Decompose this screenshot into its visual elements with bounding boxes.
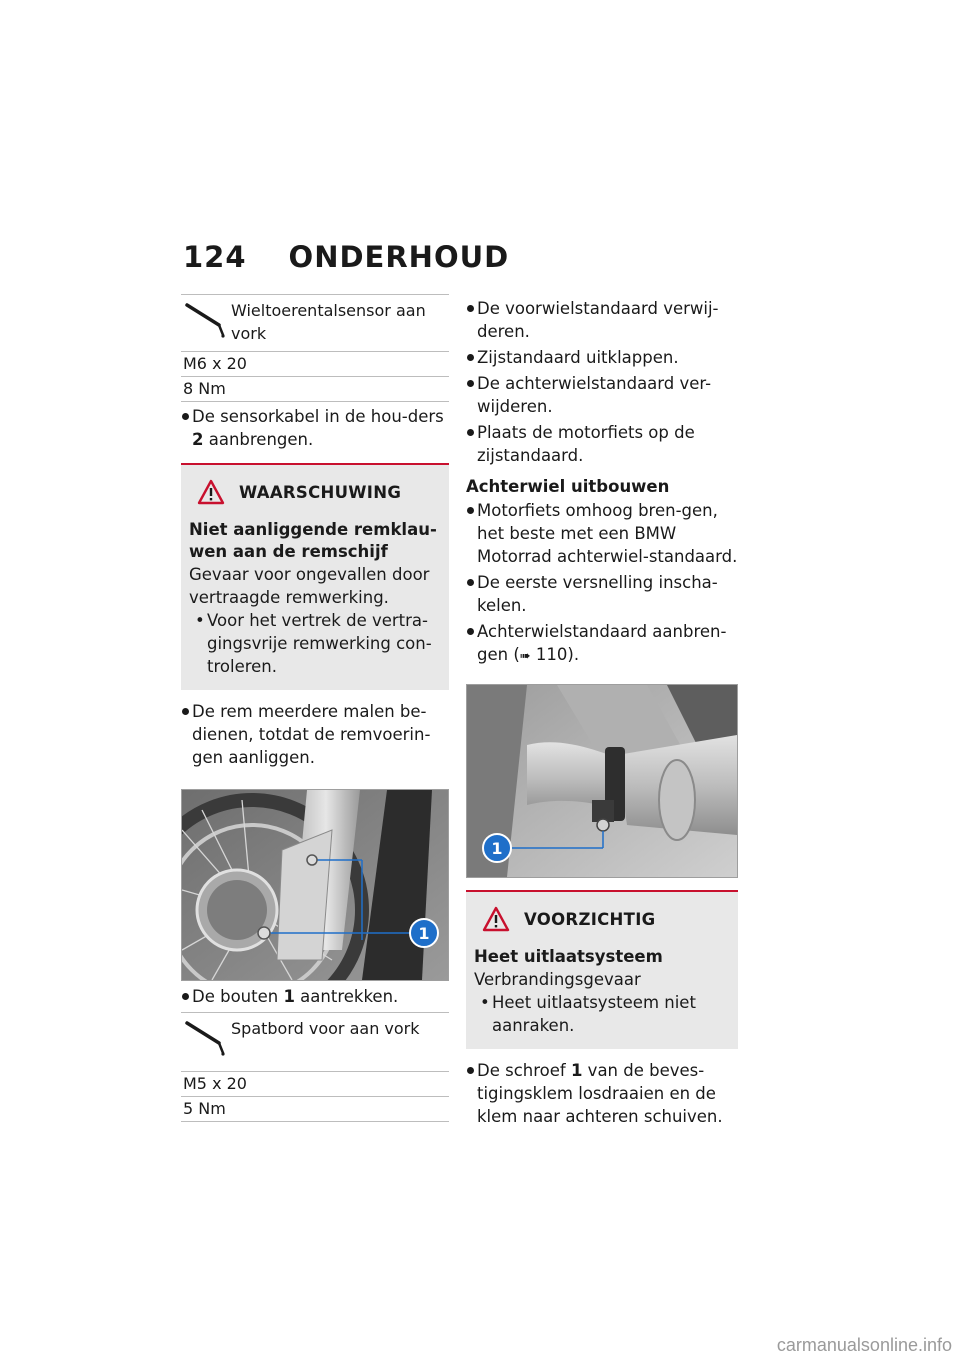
bullet-icon	[466, 421, 477, 467]
list-item	[466, 1059, 738, 1128]
left-column	[181, 294, 449, 1122]
step-text: De eerste versnelling inscha-kelen.	[477, 573, 718, 615]
page-header	[183, 240, 509, 274]
section-heading: Achterwiel uitbouwen	[466, 477, 670, 496]
caution-title: Heet uitlaatsysteem	[474, 947, 663, 966]
torque-table-head	[181, 1013, 449, 1072]
torque-table-head	[181, 295, 449, 352]
step-text: van de beves-tigingsklem losdraaien en de klem naar achteren schuiven.	[477, 1061, 723, 1126]
photo-callout-number: 1	[491, 839, 503, 858]
photo-callout-number: 1	[418, 924, 430, 943]
caution-action	[474, 991, 730, 1037]
list-item	[466, 297, 738, 343]
fork-illustration	[182, 790, 448, 980]
step-text: Zijstandaard uitklappen.	[477, 348, 679, 367]
step-text: Achterwielstandaard aanbren-gen (	[477, 622, 727, 664]
list-item	[466, 571, 738, 617]
warning-label: WAARSCHUWING	[239, 482, 402, 502]
sub-bullet-icon: •	[195, 611, 205, 630]
torque-table-1	[181, 294, 449, 402]
warning-box	[181, 463, 449, 690]
bullet-icon	[466, 1059, 477, 1128]
warning-header	[197, 479, 441, 505]
list-item	[466, 372, 738, 418]
steps-list-top	[466, 297, 738, 467]
ref-number: 1	[283, 987, 295, 1006]
bullet-icon	[466, 499, 477, 568]
list-item	[466, 620, 738, 668]
bullet-icon	[181, 405, 192, 451]
warning-triangle-icon	[482, 906, 510, 932]
step-text: Plaats de motorfiets op de zijstandaard.	[477, 423, 695, 465]
step-text: De rem meerdere malen be-dienen, totdat de remvoerin-gen aanliggen.	[192, 702, 431, 767]
watermark-text: carmanualsonline.info	[776, 1335, 952, 1355]
bullet-icon	[466, 297, 477, 343]
sub-bullet-icon: •	[480, 993, 490, 1012]
step-text: De achterwielstandaard ver-wijderen.	[477, 374, 712, 416]
step-text: Motorfiets omhoog bren-gen, het beste met een BMW Motorrad achterwiel-standaard.	[477, 501, 738, 566]
list-item	[181, 405, 449, 451]
page-ref[interactable]: 110).	[530, 645, 580, 664]
photo-front-fork	[181, 789, 449, 981]
exhaust-illustration	[467, 685, 737, 877]
warning-title: Niet aanliggende remklau-wen aan de remschijf	[189, 520, 437, 561]
step-text: De voorwielstandaard verwij-deren.	[477, 299, 719, 341]
list-item	[466, 346, 738, 369]
page-ref-arrow-icon: ➠	[519, 649, 531, 664]
ref-number: 1	[570, 1061, 583, 1080]
caution-text: Verbrandingsgevaar	[474, 970, 641, 989]
warning-text: Gevaar voor ongevallen door vertraagde remwerking.	[189, 565, 430, 607]
list-item	[466, 499, 738, 568]
section-title: ONDERHOUD	[288, 240, 510, 274]
step-text: De sensorkabel in de hou-ders	[192, 407, 444, 426]
caution-box	[466, 890, 738, 1049]
list-item	[181, 700, 449, 769]
list-item	[181, 985, 449, 1008]
torque-wrench-icon	[181, 1017, 231, 1057]
warning-triangle-icon	[197, 479, 225, 505]
torque-wrench-icon	[181, 299, 231, 339]
torque-value: 8 Nm	[183, 379, 226, 398]
torque-value: 5 Nm	[183, 1099, 226, 1118]
bullet-icon	[466, 346, 477, 369]
torque-size: M6 x 20	[181, 352, 449, 377]
photo-exhaust-clamp	[466, 684, 738, 878]
step-text: De bouten	[192, 987, 284, 1006]
step-text: aantrekken.	[294, 987, 399, 1006]
steps-list-mid	[466, 499, 738, 617]
torque-size: M5 x 20	[181, 1072, 449, 1097]
warning-action	[189, 609, 441, 678]
page-number: 124	[183, 240, 247, 274]
bullet-icon	[466, 372, 477, 418]
caution-label: VOORZICHTIG	[524, 909, 656, 929]
bullet-icon	[181, 985, 192, 1008]
bullet-icon	[466, 571, 477, 617]
right-column	[466, 294, 738, 1128]
step-text: aanbrengen.	[203, 430, 314, 449]
bullet-icon	[466, 620, 477, 668]
step-text: De schroef	[477, 1061, 571, 1080]
torque-item-name: Spatbord voor aan vork	[231, 1019, 420, 1038]
action-text: Voor het vertrek de vertra-gingsvrije remwerking con-troleren.	[207, 611, 432, 676]
bullet-icon	[181, 700, 192, 769]
torque-item-name: Wieltoerentalsensor aan vork	[231, 301, 426, 343]
caution-header	[482, 906, 730, 932]
ref-number: 2	[192, 430, 204, 449]
action-text: Heet uitlaatsysteem niet aanraken.	[492, 993, 696, 1035]
list-item	[466, 421, 738, 467]
torque-table-2	[181, 1012, 449, 1122]
